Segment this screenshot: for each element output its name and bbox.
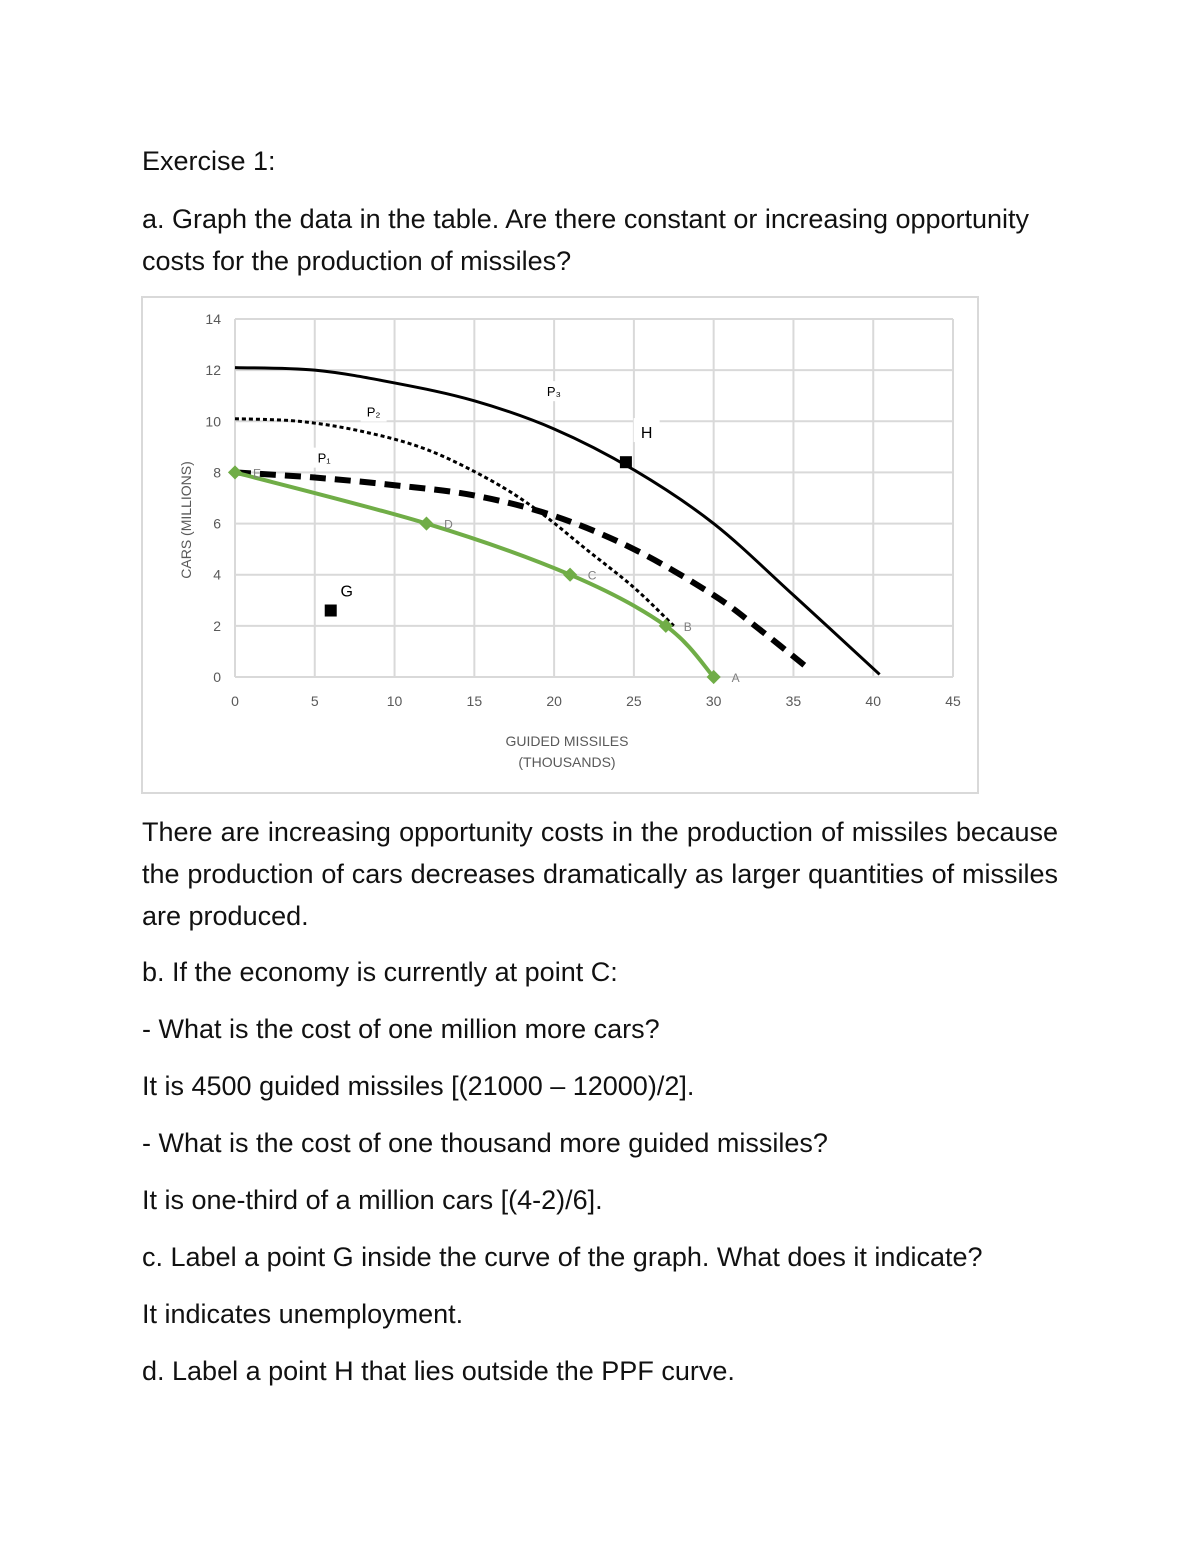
data-point <box>228 465 242 479</box>
question-b1: - What is the cost of one million more cars? <box>142 1014 660 1044</box>
ppf-curve <box>235 472 809 669</box>
x-tick-label: 40 <box>865 693 882 709</box>
y-tick-label: 0 <box>213 669 221 685</box>
data-point <box>563 568 577 582</box>
y-tick-label: 4 <box>213 566 221 583</box>
x-tick-label: 25 <box>626 693 642 709</box>
data-point-label: C <box>587 568 597 583</box>
data-point <box>419 517 433 531</box>
x-tick-label: 35 <box>785 693 802 709</box>
marked-point <box>620 456 632 468</box>
curve-label: P₃ <box>546 384 561 400</box>
marked-point <box>325 605 337 617</box>
data-point-label: A <box>731 671 740 685</box>
y-tick-label: 8 <box>213 464 221 481</box>
y-tick-label: 12 <box>205 362 221 379</box>
ppf-curve <box>235 419 674 626</box>
ppf-chart <box>141 296 979 794</box>
x-tick-label: 10 <box>386 693 403 709</box>
x-axis-title: (THOUSANDS) <box>518 754 616 770</box>
curve-label: P₁ <box>317 450 331 466</box>
curve-label: P₂ <box>366 404 381 420</box>
y-tick-label: 14 <box>205 311 221 327</box>
question-b: b. If the economy is currently at point C: <box>142 957 618 987</box>
x-tick-label: 5 <box>310 693 319 709</box>
answer-b1: It is 4500 guided missiles [(21000 – 12000)/2]. <box>142 1071 695 1101</box>
x-tick-label: 20 <box>546 693 562 709</box>
data-point-label: D <box>444 517 453 532</box>
data-point-label: E <box>252 466 262 481</box>
marked-point-label: G <box>340 583 353 601</box>
question-b2: - What is the cost of one thousand more guided missiles? <box>142 1128 828 1158</box>
answer-c: It indicates unemployment. <box>142 1299 464 1329</box>
x-axis-title: GUIDED MISSILES <box>505 733 629 749</box>
data-point-label: B <box>683 619 692 634</box>
chart-svg <box>143 298 977 792</box>
ppf-curve <box>235 368 880 675</box>
x-tick-label: 45 <box>945 693 961 709</box>
answer-b2: It is one-third of a million cars [(4-2)/6]. <box>142 1185 603 1215</box>
answer-a: There are increasing opportunity costs in the production of missiles because the production of cars decreases dramatically as larger quantities of missiles are produced. <box>142 817 1058 931</box>
y-tick-label: 2 <box>213 617 221 634</box>
question-a: a. Graph the data in the table. Are there constant or increasing opportunity costs for the production of missiles? <box>142 204 1030 276</box>
x-tick-label: 30 <box>705 693 722 709</box>
y-axis-title: CARS (MILLIONS) <box>178 461 194 579</box>
y-tick-label: 10 <box>205 413 221 430</box>
marked-point-label: H <box>640 425 653 443</box>
exercise-heading: Exercise 1: <box>142 146 276 176</box>
y-tick-label: 6 <box>213 515 221 532</box>
x-tick-label: 15 <box>466 693 483 709</box>
question-c: c. Label a point G inside the curve of the graph. What does it indicate? <box>142 1242 983 1272</box>
question-d: d. Label a point H that lies outside the PPF curve. <box>142 1356 735 1386</box>
x-tick-label: 0 <box>231 693 239 709</box>
